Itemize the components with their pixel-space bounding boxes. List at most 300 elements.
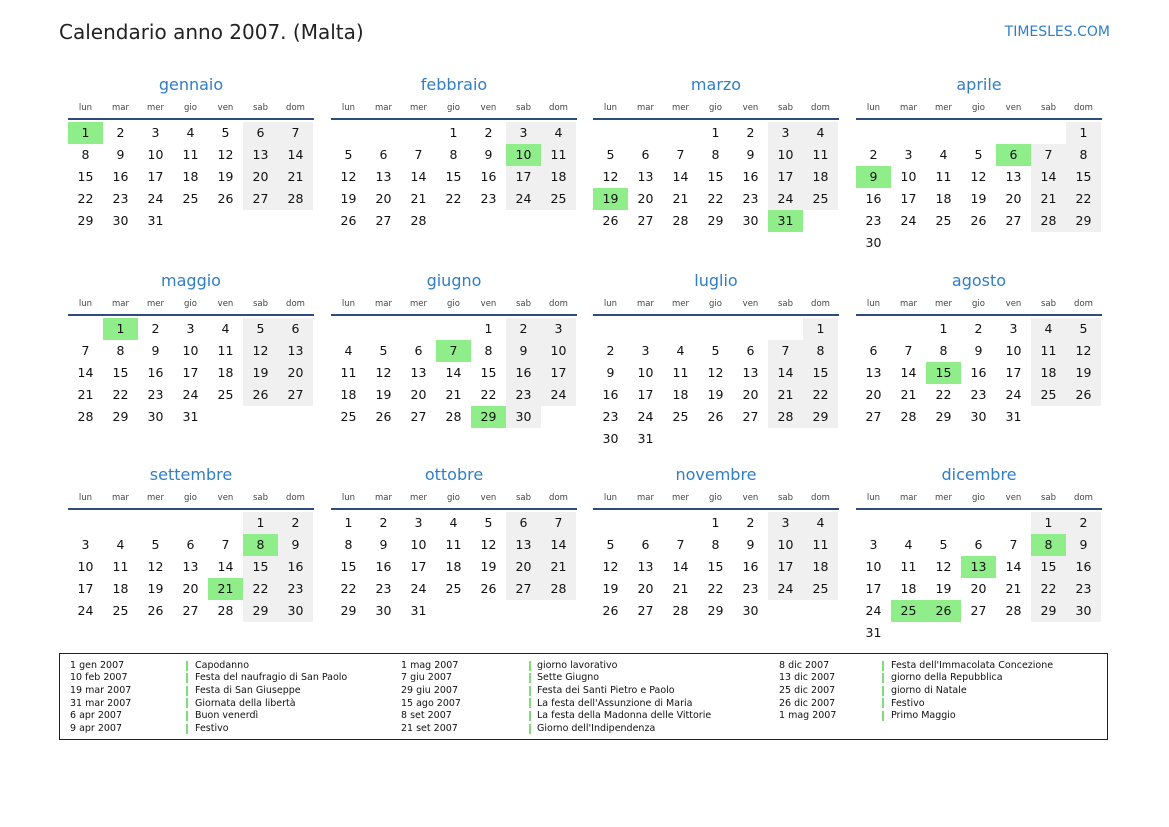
weekday-label: dom	[811, 103, 830, 113]
legend-holiday-name: Festa dei Santi Pietro e Paolo	[537, 684, 675, 696]
empty-cell	[891, 318, 926, 340]
day-cell: 25	[803, 578, 838, 600]
day-cell: 14	[410, 169, 427, 184]
day-cell: 26	[147, 603, 164, 618]
day-cell: 21	[1005, 581, 1022, 596]
day-cell: 21	[900, 387, 917, 402]
day-cell: 17	[768, 166, 803, 188]
day-cell: 2	[379, 515, 388, 530]
day-cell: 27	[1005, 213, 1022, 228]
month-ottobre	[331, 464, 577, 622]
empty-cell	[628, 318, 663, 340]
day-cell: 1	[711, 125, 720, 140]
day-cell: 3	[768, 122, 803, 144]
day-cell: 5	[344, 147, 353, 162]
month-settembre	[68, 464, 314, 622]
empty-cell	[926, 512, 961, 534]
day-cell: 6	[641, 147, 650, 162]
day-cell: 2	[606, 343, 615, 358]
day-cell: 12	[707, 365, 724, 380]
day-cell: 23	[278, 578, 313, 600]
weekday-label: mer	[146, 103, 164, 113]
legend-date: 8 dic 2007	[779, 659, 830, 671]
day-cell: 4	[803, 512, 838, 534]
day-grid	[68, 318, 314, 428]
legend-date: 29 giu 2007	[401, 684, 458, 696]
weekday-header	[593, 100, 839, 116]
header-divider	[856, 118, 1102, 120]
weekday-label: gio	[447, 493, 460, 503]
day-cell: 20	[410, 387, 427, 402]
day-cell: 20	[278, 362, 313, 384]
weekday-label: mar	[637, 299, 654, 309]
day-cell: 23	[375, 581, 392, 596]
day-cell: 6	[974, 537, 983, 552]
day-cell: 21	[672, 191, 689, 206]
day-cell: 19	[217, 169, 234, 184]
day-cell: 1	[344, 515, 353, 530]
weekday-label: mar	[637, 103, 654, 113]
weekday-label: mer	[934, 299, 952, 309]
day-cell: 27	[410, 409, 427, 424]
day-cell: 21	[410, 191, 427, 206]
day-cell: 14	[672, 169, 689, 184]
day-cell: 29	[243, 600, 278, 622]
legend-holiday-name: giorno lavorativo	[537, 659, 618, 671]
day-cell: 1	[803, 318, 838, 340]
header-divider	[68, 314, 314, 316]
legend-holiday-name: Festivo	[195, 722, 229, 734]
day-cell: 5	[151, 537, 160, 552]
day-cell: 5	[1066, 318, 1101, 340]
day-cell: 23	[147, 387, 164, 402]
header-divider	[593, 314, 839, 316]
day-cell: 20	[375, 191, 392, 206]
empty-cell	[628, 122, 663, 144]
legend-holiday-name: Festa di San Giuseppe	[195, 684, 301, 696]
day-cell: 3	[186, 321, 195, 336]
day-cell: 1	[484, 321, 493, 336]
weekday-label: mar	[112, 299, 129, 309]
day-cell: 6	[506, 512, 541, 534]
day-cell: 22	[445, 191, 462, 206]
day-cell: 20	[637, 581, 654, 596]
day-cell: 25	[672, 409, 689, 424]
day-cell: 9	[116, 147, 125, 162]
day-cell: 28	[217, 603, 234, 618]
month-name: agosto	[951, 271, 1007, 290]
weekday-label: lun	[603, 103, 618, 113]
legend-holiday-name: La festa della Madonna delle Vittorie	[537, 710, 712, 722]
weekday-label: mar	[112, 493, 129, 503]
day-cell: 12	[1066, 340, 1101, 362]
empty-cell	[103, 512, 138, 534]
day-cell: 30	[506, 406, 541, 428]
day-cell: 8	[81, 147, 90, 162]
weekday-label: gio	[709, 299, 722, 309]
day-cell: 30	[742, 603, 759, 618]
weekday-label: dom	[1074, 103, 1093, 113]
weekday-header	[68, 296, 314, 312]
weekday-label: sab	[1040, 103, 1057, 113]
holiday-day-cell: 29	[471, 406, 506, 428]
empty-cell	[663, 122, 698, 144]
empty-cell	[996, 512, 1031, 534]
day-cell: 23	[602, 409, 619, 424]
day-cell: 20	[637, 191, 654, 206]
weekday-label: mer	[934, 493, 952, 503]
day-cell: 12	[375, 365, 392, 380]
day-cell: 9	[974, 343, 983, 358]
day-cell: 13	[1005, 169, 1022, 184]
day-cell: 30	[742, 213, 759, 228]
day-cell: 3	[641, 343, 650, 358]
day-cell: 2	[746, 125, 755, 140]
day-cell: 9	[746, 147, 755, 162]
day-cell: 10	[77, 559, 94, 574]
day-cell: 4	[186, 125, 195, 140]
weekday-label: dom	[811, 493, 830, 503]
month-aprile	[856, 74, 1102, 254]
weekday-label: gio	[709, 493, 722, 503]
weekday-label: mar	[375, 493, 392, 503]
month-maggio	[68, 270, 314, 428]
legend-date: 10 feb 2007	[70, 672, 128, 684]
legend-date: 25 dic 2007	[779, 684, 836, 696]
day-cell: 7	[676, 147, 685, 162]
day-cell: 5	[939, 537, 948, 552]
empty-cell	[436, 318, 471, 340]
day-cell: 21	[77, 387, 94, 402]
day-cell: 25	[935, 213, 952, 228]
weekday-label: sab	[1040, 493, 1057, 503]
day-cell: 4	[904, 537, 913, 552]
day-cell: 15	[707, 169, 724, 184]
header-divider	[68, 508, 314, 510]
month-febbraio	[331, 74, 577, 232]
weekday-label: ven	[742, 299, 759, 309]
day-cell: 14	[768, 362, 803, 384]
legend-date: 9 apr 2007	[70, 722, 123, 734]
day-cell: 17	[77, 581, 94, 596]
day-cell: 19	[147, 581, 164, 596]
day-cell: 23	[506, 384, 541, 406]
empty-cell	[208, 512, 243, 534]
weekday-label: mer	[146, 493, 164, 503]
header-divider	[593, 508, 839, 510]
weekday-label: lun	[341, 299, 356, 309]
day-cell: 15	[707, 559, 724, 574]
day-cell: 11	[217, 343, 234, 358]
holiday-day-cell: 1	[103, 318, 138, 340]
day-cell: 5	[606, 147, 615, 162]
weekday-label: mer	[409, 103, 427, 113]
day-cell: 25	[112, 603, 129, 618]
weekday-label: sab	[252, 493, 269, 503]
day-cell: 2	[278, 512, 313, 534]
day-cell: 10	[541, 340, 576, 362]
day-cell: 28	[77, 409, 94, 424]
weekday-label: mer	[671, 103, 689, 113]
day-cell: 2	[151, 321, 160, 336]
holiday-day-cell: 25	[891, 600, 926, 622]
day-cell: 14	[541, 534, 576, 556]
holiday-day-cell: 1	[68, 122, 103, 144]
day-cell: 30	[602, 431, 619, 446]
holiday-day-cell: 13	[961, 556, 996, 578]
day-cell: 29	[707, 603, 724, 618]
day-cell: 31	[865, 625, 882, 640]
weekday-label: sab	[777, 103, 794, 113]
day-cell: 27	[970, 603, 987, 618]
day-cell: 7	[81, 343, 90, 358]
day-cell: 15	[1031, 556, 1066, 578]
day-cell: 23	[742, 581, 759, 596]
day-cell: 12	[340, 169, 357, 184]
day-cell: 22	[707, 191, 724, 206]
day-cell: 27	[637, 603, 654, 618]
legend-date: 6 apr 2007	[70, 710, 123, 722]
empty-cell	[593, 318, 628, 340]
day-cell: 14	[445, 365, 462, 380]
day-cell: 6	[186, 537, 195, 552]
day-cell: 25	[541, 188, 576, 210]
day-cell: 15	[340, 559, 357, 574]
weekday-label: sab	[777, 299, 794, 309]
day-cell: 25	[803, 188, 838, 210]
day-cell: 25	[182, 191, 199, 206]
day-cell: 18	[541, 166, 576, 188]
day-cell: 12	[935, 559, 952, 574]
day-cell: 17	[768, 556, 803, 578]
holiday-day-cell: 26	[926, 600, 961, 622]
day-cell: 24	[768, 578, 803, 600]
day-cell: 24	[637, 409, 654, 424]
holiday-day-cell: 15	[926, 362, 961, 384]
legend-marker	[882, 673, 884, 683]
legend-holiday-name: Giorno dell'Indipendenza	[537, 722, 656, 734]
weekday-label: gio	[972, 103, 985, 113]
weekday-label: sab	[515, 299, 532, 309]
day-cell: 26	[243, 384, 278, 406]
empty-cell	[138, 512, 173, 534]
day-cell: 6	[641, 537, 650, 552]
day-cell: 21	[541, 556, 576, 578]
legend-marker	[882, 698, 884, 708]
day-cell: 10	[900, 169, 917, 184]
day-cell: 18	[900, 581, 917, 596]
day-cell: 28	[900, 409, 917, 424]
day-cell: 25	[445, 581, 462, 596]
day-cell: 24	[147, 191, 164, 206]
weekday-label: mar	[112, 103, 129, 113]
day-cell: 27	[637, 213, 654, 228]
day-cell: 22	[1031, 578, 1066, 600]
day-cell: 27	[506, 578, 541, 600]
day-cell: 6	[414, 343, 423, 358]
day-cell: 26	[602, 213, 619, 228]
site-link[interactable]: TIMESLES.COM	[1004, 24, 1110, 40]
day-cell: 14	[1005, 559, 1022, 574]
day-cell: 15	[77, 169, 94, 184]
day-cell: 24	[865, 603, 882, 618]
day-cell: 5	[711, 343, 720, 358]
day-cell: 26	[707, 409, 724, 424]
day-cell: 31	[637, 431, 654, 446]
legend-marker	[186, 698, 188, 708]
day-cell: 18	[935, 191, 952, 206]
legend-date: 8 set 2007	[401, 710, 452, 722]
day-cell: 13	[410, 365, 427, 380]
day-cell: 12	[602, 559, 619, 574]
day-cell: 12	[970, 169, 987, 184]
empty-cell	[593, 512, 628, 534]
day-cell: 26	[217, 191, 234, 206]
day-cell: 17	[410, 559, 427, 574]
day-cell: 19	[935, 581, 952, 596]
legend-marker	[882, 711, 884, 721]
weekday-header	[593, 296, 839, 312]
day-cell: 28	[672, 603, 689, 618]
weekday-label: dom	[549, 493, 568, 503]
legend-date: 7 giu 2007	[401, 672, 452, 684]
weekday-label: lun	[341, 493, 356, 503]
day-cell: 3	[414, 515, 423, 530]
day-cell: 14	[1031, 166, 1066, 188]
day-cell: 10	[147, 147, 164, 162]
day-cell: 8	[803, 340, 838, 362]
day-cell: 29	[803, 406, 838, 428]
month-name: giugno	[426, 271, 482, 290]
weekday-label: lun	[866, 103, 881, 113]
day-grid	[331, 512, 577, 622]
day-cell: 6	[379, 147, 388, 162]
legend-marker	[186, 661, 188, 671]
day-cell: 7	[1031, 144, 1066, 166]
day-grid	[68, 512, 314, 622]
page-title: Calendario anno 2007. (Malta)	[59, 20, 364, 44]
day-cell: 1	[449, 125, 458, 140]
month-name: febbraio	[420, 75, 488, 94]
empty-cell	[1031, 122, 1066, 144]
day-cell: 4	[541, 122, 576, 144]
day-cell: 1	[711, 515, 720, 530]
month-name: novembre	[675, 465, 757, 484]
legend-date: 15 ago 2007	[401, 697, 461, 709]
weekday-header	[856, 490, 1102, 506]
day-cell: 21	[768, 384, 803, 406]
day-cell: 26	[1066, 384, 1101, 406]
day-cell: 26	[375, 409, 392, 424]
legend-marker	[529, 661, 531, 671]
empty-cell	[68, 318, 103, 340]
weekday-header	[68, 100, 314, 116]
day-cell: 1	[1031, 512, 1066, 534]
day-cell: 24	[182, 387, 199, 402]
day-cell: 19	[243, 362, 278, 384]
empty-cell	[996, 122, 1031, 144]
day-cell: 15	[112, 365, 129, 380]
weekday-label: ven	[480, 299, 497, 309]
month-luglio	[593, 270, 839, 450]
day-cell: 12	[217, 147, 234, 162]
legend-holiday-name: Festivo	[891, 697, 925, 709]
weekday-label: lun	[866, 493, 881, 503]
header-divider	[593, 118, 839, 120]
day-cell: 6	[278, 318, 313, 340]
empty-cell	[331, 122, 366, 144]
month-name: ottobre	[424, 465, 484, 484]
day-cell: 17	[182, 365, 199, 380]
day-cell: 27	[182, 603, 199, 618]
day-cell: 18	[182, 169, 199, 184]
day-cell: 13	[182, 559, 199, 574]
day-cell: 5	[379, 343, 388, 358]
day-cell: 18	[803, 166, 838, 188]
day-cell: 27	[278, 384, 313, 406]
day-cell: 5	[484, 515, 493, 530]
day-cell: 3	[869, 537, 878, 552]
empty-cell	[366, 122, 401, 144]
day-cell: 27	[375, 213, 392, 228]
empty-cell	[961, 512, 996, 534]
day-cell: 31	[410, 603, 427, 618]
empty-cell	[401, 318, 436, 340]
month-name: gennaio	[158, 75, 224, 94]
day-cell: 28	[1005, 603, 1022, 618]
day-cell: 30	[865, 235, 882, 250]
day-cell: 3	[904, 147, 913, 162]
day-cell: 27	[243, 188, 278, 210]
day-cell: 22	[77, 191, 94, 206]
day-cell: 18	[217, 365, 234, 380]
weekday-label: sab	[1040, 299, 1057, 309]
weekday-label: mer	[409, 493, 427, 503]
weekday-label: gio	[184, 493, 197, 503]
empty-cell	[926, 122, 961, 144]
weekday-label: lun	[603, 493, 618, 503]
day-cell: 7	[278, 122, 313, 144]
weekday-label: dom	[1074, 493, 1093, 503]
weekday-label: dom	[286, 103, 305, 113]
day-cell: 6	[746, 343, 755, 358]
legend-marker	[882, 661, 884, 671]
day-cell: 9	[484, 147, 493, 162]
day-cell: 2	[484, 125, 493, 140]
day-cell: 13	[243, 144, 278, 166]
day-cell: 3	[81, 537, 90, 552]
day-cell: 20	[506, 556, 541, 578]
day-grid	[856, 122, 1102, 254]
day-cell: 3	[541, 318, 576, 340]
weekday-label: lun	[603, 299, 618, 309]
day-cell: 23	[865, 213, 882, 228]
day-cell: 17	[506, 166, 541, 188]
day-cell: 4	[221, 321, 230, 336]
day-cell: 28	[672, 213, 689, 228]
empty-cell	[891, 512, 926, 534]
day-cell: 23	[742, 191, 759, 206]
month-giugno	[331, 270, 577, 428]
weekday-label: ven	[217, 299, 234, 309]
empty-cell	[628, 512, 663, 534]
day-cell: 13	[375, 169, 392, 184]
day-cell: 20	[970, 581, 987, 596]
day-cell: 16	[506, 362, 541, 384]
day-cell: 7	[1009, 537, 1018, 552]
weekday-label: ven	[742, 103, 759, 113]
day-cell: 14	[900, 365, 917, 380]
